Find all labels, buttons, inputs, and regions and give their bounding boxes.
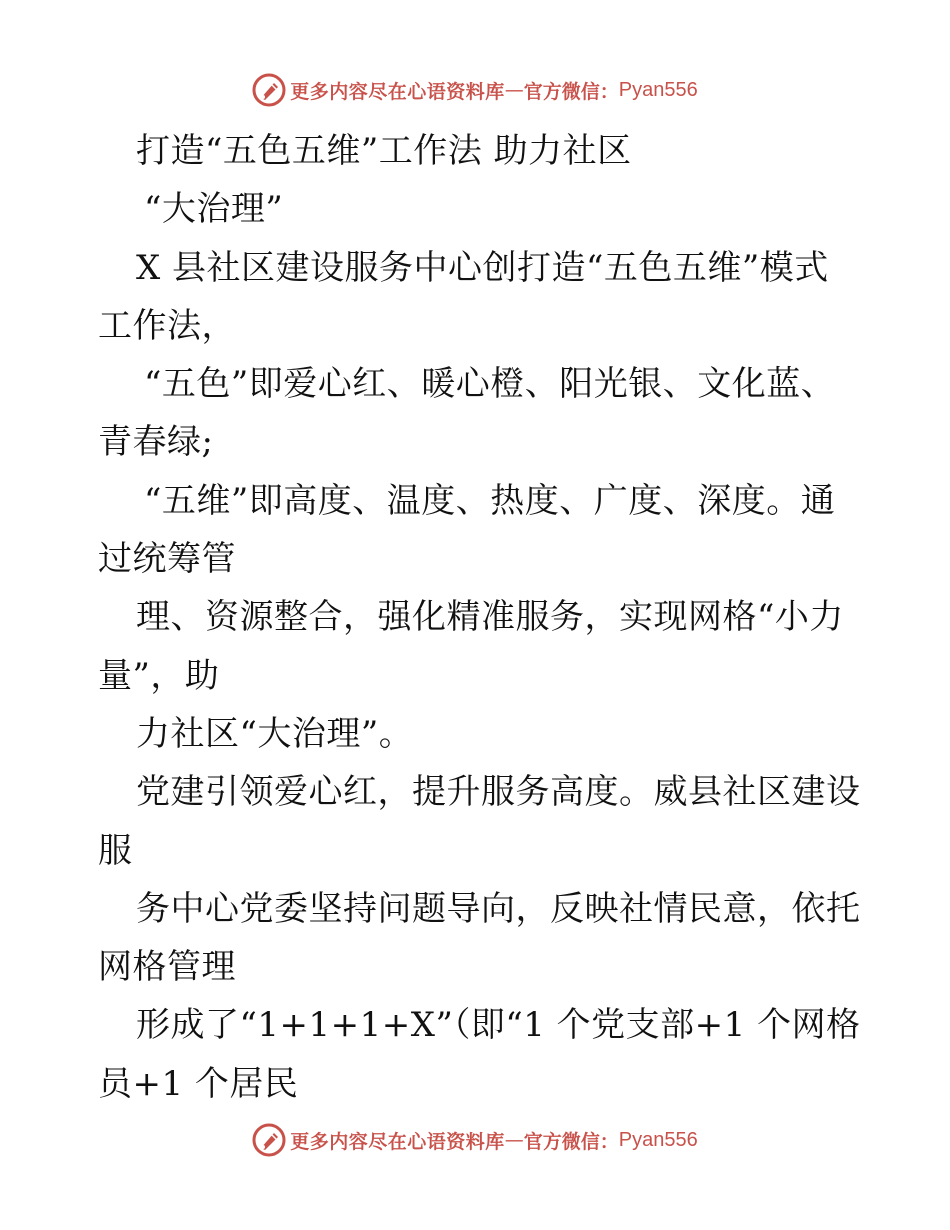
document-body xyxy=(98,122,861,1113)
banner-slogan: 更多内容尽在心语资料库 xyxy=(290,80,505,103)
banner-slogan: 更多内容尽在心语资料库 xyxy=(290,1130,505,1153)
banner-wechat-label: 官方微信： xyxy=(523,1130,619,1153)
doc-line: 理、资源整合，强化精准服务，实现网格“小力 xyxy=(136,597,844,638)
doc-line: “五维”即高度、温度、热度、广度、深度。通 xyxy=(144,480,836,521)
doc-line: 务中心党委坚持问题导向，反映社情民意，依托 xyxy=(136,888,861,929)
doc-line: 量”，助 xyxy=(98,655,220,696)
doc-line: X 县社区建设服务中心创打造“五色五维”模式 xyxy=(136,247,829,288)
banner-wechat-id: Pyan556 xyxy=(618,1128,698,1151)
footer-watermark-banner xyxy=(0,1120,950,1160)
doc-line: 过统筹管 xyxy=(98,539,236,580)
doc-line: “五色”即爱心红、暖心橙、阳光银、文化蓝、 xyxy=(144,364,836,405)
doc-title-line-2: “大治理” xyxy=(144,189,284,230)
doc-line: 工作法， xyxy=(98,305,236,346)
doc-line: 员+1 个居民 xyxy=(98,1063,299,1104)
banner-wechat-id: Pyan556 xyxy=(618,78,698,101)
doc-line: 青春绿; xyxy=(98,422,214,463)
doc-line: 党建引领爱心红，提升服务高度。威县社区建设 xyxy=(136,772,861,813)
doc-line: 网格管理 xyxy=(98,947,236,988)
banner-dash: — xyxy=(504,1129,524,1151)
doc-line: 服 xyxy=(98,830,133,871)
fountain-pen-logo-icon xyxy=(252,1123,286,1157)
fountain-pen-logo-icon xyxy=(252,73,286,107)
banner-dash: — xyxy=(504,79,524,101)
doc-title-line-1: 打造“五色五维”工作法 助力社区 xyxy=(136,131,632,171)
doc-line: 力社区“大治理”。 xyxy=(136,713,414,754)
banner-wechat-label: 官方微信： xyxy=(523,80,619,103)
doc-line: 形成了“1+1+1+X”（即“1 个党支部+1 个网格 xyxy=(136,1005,861,1046)
header-watermark-banner xyxy=(0,70,950,110)
